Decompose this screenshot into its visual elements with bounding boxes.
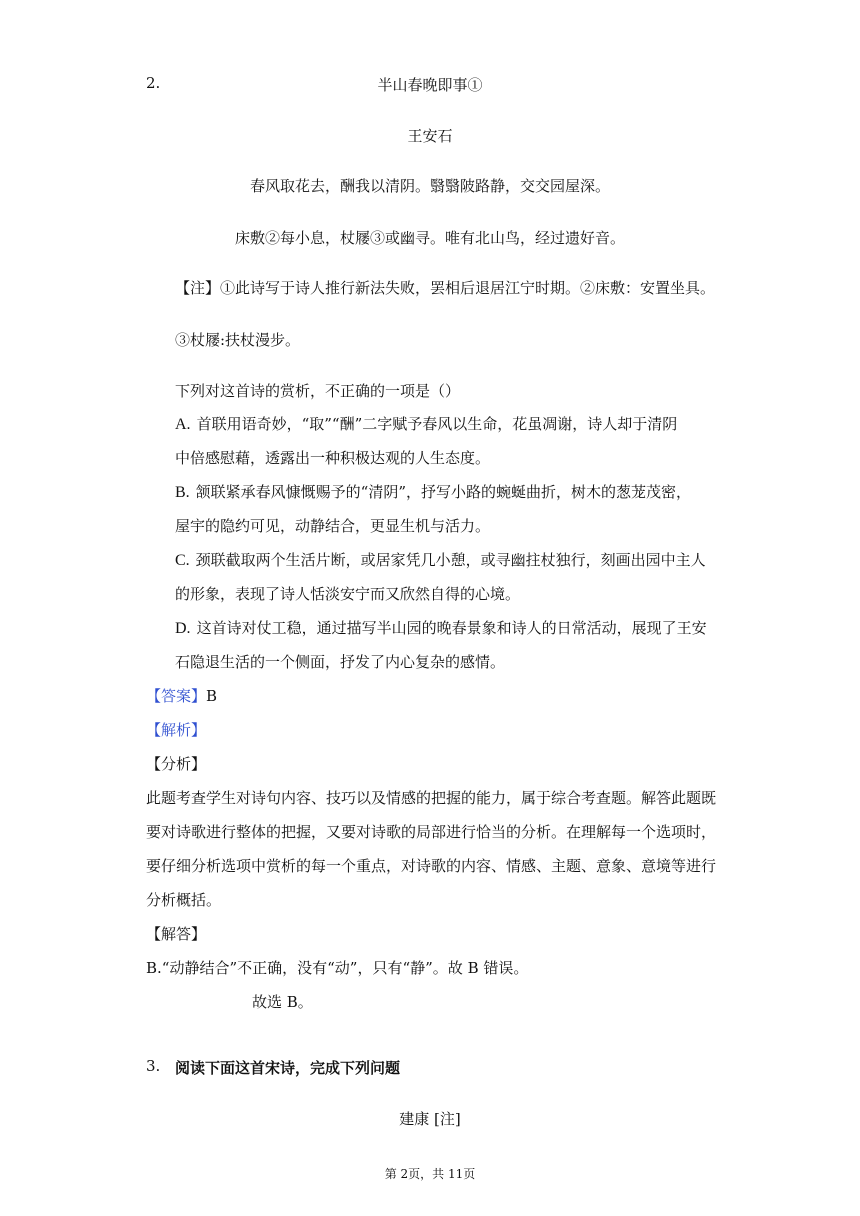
poem-title: 半山春晚即事① [377, 76, 483, 94]
option-b-line-1 [175, 481, 691, 502]
option-a-line-2: 中倍感慰藉，透露出一种积极达观的人生态度。 [175, 449, 491, 467]
analysis-line-2: 要对诗歌进行整体的把握，又要对诗歌的局部进行恰当的分析。在理解每一个选项时， [146, 823, 717, 841]
fenxi-label: 【分析】 [146, 755, 207, 773]
option-a-line-1 [175, 413, 677, 434]
option-a-text: 首联用语奇妙，“取”“酬”二字赋予春风以生命，花虽凋谢，诗人却于清阴 [196, 415, 678, 433]
answer-row [146, 685, 217, 706]
poem-author: 王安石 [407, 127, 453, 145]
option-c-letter: C. [175, 552, 190, 569]
question-3-poem-title: 建康 [注] [399, 1110, 461, 1128]
answer-label: 【答案】 [146, 687, 207, 705]
poem-line-2: 床敷②每小息，杖屦③或幽寻。唯有北山鸟，经过遗好音。 [234, 229, 625, 247]
option-b-letter: B. [175, 484, 190, 501]
analysis-label: 【解析】 [146, 721, 207, 739]
page-footer: 第 2页，共 11页 [384, 1167, 476, 1181]
poem-line-1: 春风取花去，酬我以清阴。翳翳陂路静，交交园屋深。 [249, 177, 610, 195]
question-3-number: 3. [146, 1057, 161, 1075]
option-c-text: 颈联截取两个生活片断，或居家凭几小憩，或寻幽拄杖独行，刻画出园中主人 [195, 551, 706, 569]
option-b-line-2: 屋宇的隐约可见，动静结合，更显生机与活力。 [175, 517, 491, 535]
question-stem: 下列对这首诗的赏析，不正确的一项是（） [175, 382, 461, 400]
option-b-text: 颔联紧承春风慷慨赐予的“清阴”，抒写小路的蜿蜒曲折，树木的葱茏茂密， [195, 483, 692, 501]
conclusion-line: 故选 B。 [252, 993, 313, 1011]
question-3-instruction: 阅读下面这首宋诗，完成下列问题 [175, 1059, 401, 1077]
analysis-line-3: 要仔细分析选项中赏析的每一个重点，对诗歌的内容、情感、主题、意象、意境等进行 [146, 857, 717, 875]
analysis-line-4: 分析概括。 [146, 891, 222, 909]
poem-note-2: ③杖屦:扶杖漫步。 [175, 331, 301, 349]
option-d-text: 这首诗对仗工稳，通过描写半山园的晚春景象和诗人的日常活动，展现了王安 [196, 619, 707, 637]
option-d-letter: D. [175, 620, 191, 637]
question-number: 2. [146, 74, 161, 92]
option-c-line-1 [175, 549, 706, 570]
jieda-label: 【解答】 [146, 925, 207, 943]
poem-note-1: 【注】①此诗写于诗人推行新法失败，罢相后退居江宁时期。②床敷：安置坐具。 [175, 279, 716, 297]
jieda-line: B.“动静结合”不正确，没有“动”，只有“静”。故 B 错误。 [146, 959, 529, 977]
option-c-line-2: 的形象，表现了诗人恬淡安宁而又欣然自得的心境。 [175, 585, 521, 603]
option-d-line-2: 石隐退生活的一个侧面，抒发了内心复杂的感情。 [175, 653, 506, 671]
answer-value: B [206, 687, 218, 705]
option-d-line-1 [175, 617, 707, 638]
analysis-line-1: 此题考查学生对诗句内容、技巧以及情感的把握的能力，属于综合考查题。解答此题既 [146, 789, 717, 807]
option-a-letter: A. [175, 416, 191, 433]
